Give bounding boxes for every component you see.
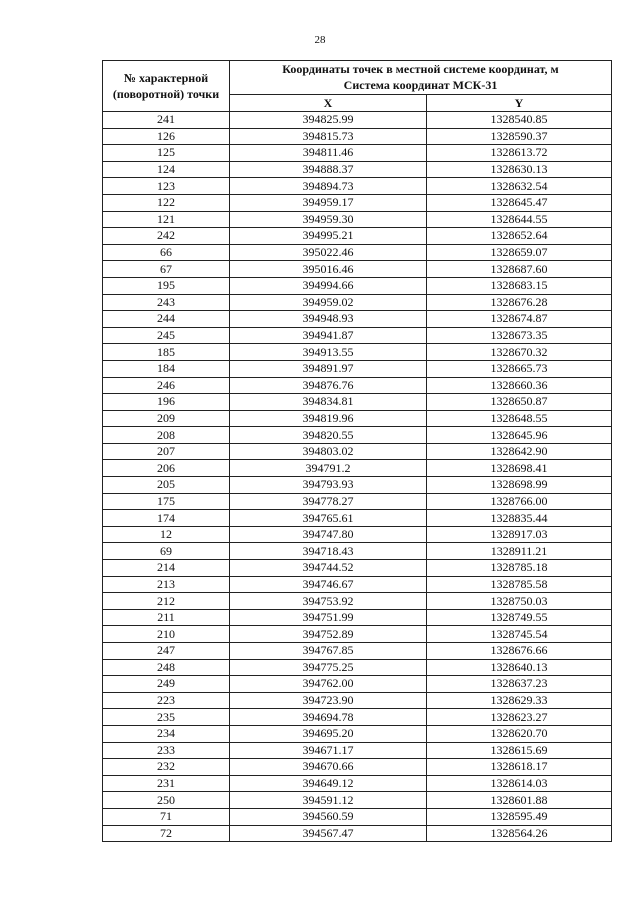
x-coordinate-cell: 394995.21: [230, 228, 427, 245]
y-coordinate-cell: 1328670.32: [427, 344, 612, 361]
table-row: [103, 443, 612, 460]
y-coordinate-cell: 1328618.17: [427, 759, 612, 776]
coordinates-header-line1: Координаты точек в местной системе координат, м: [282, 62, 559, 77]
x-coordinate-cell: 394815.73: [230, 128, 427, 145]
x-coordinate-cell: 394765.61: [230, 510, 427, 527]
y-coordinate-cell: 1328590.37: [427, 128, 612, 145]
y-coordinate-cell: 1328785.18: [427, 560, 612, 577]
point-number-cell: 12: [103, 526, 230, 543]
table-body: [103, 112, 612, 842]
table-row: [103, 294, 612, 311]
y-coordinate-cell: 1328629.33: [427, 692, 612, 709]
y-coordinate-cell: 1328911.21: [427, 543, 612, 560]
table-row: [103, 808, 612, 825]
point-number-cell: 67: [103, 261, 230, 278]
table-row: [103, 560, 612, 577]
point-number-cell: 124: [103, 161, 230, 178]
point-number-cell: 242: [103, 228, 230, 245]
y-coordinate-cell: 1328676.28: [427, 294, 612, 311]
x-coordinate-cell: 394876.76: [230, 377, 427, 394]
y-coordinate-cell: 1328645.47: [427, 194, 612, 211]
table-row: [103, 792, 612, 809]
point-number-cell: 243: [103, 294, 230, 311]
y-coordinate-cell: 1328630.13: [427, 161, 612, 178]
y-coordinate-cell: 1328615.69: [427, 742, 612, 759]
table-row: [103, 360, 612, 377]
x-coordinate-cell: 394670.66: [230, 759, 427, 776]
y-coordinate-cell: 1328676.66: [427, 643, 612, 660]
table-row: [103, 709, 612, 726]
x-coordinate-cell: 394752.89: [230, 626, 427, 643]
point-number-cell: 122: [103, 194, 230, 211]
y-coordinate-cell: 1328665.73: [427, 360, 612, 377]
table-row: [103, 194, 612, 211]
coordinates-header-line2: Система координат МСК-31: [343, 78, 498, 93]
point-number-cell: 66: [103, 244, 230, 261]
y-coordinate-cell: 1328632.54: [427, 178, 612, 195]
point-number-cell: 231: [103, 775, 230, 792]
table-row: [103, 410, 612, 427]
point-number-cell: 196: [103, 394, 230, 411]
table-row: [103, 145, 612, 162]
x-coordinate-cell: 394948.93: [230, 311, 427, 328]
y-column-header: Y: [427, 94, 612, 111]
table-row: [103, 643, 612, 660]
table-row: [103, 344, 612, 361]
point-number-cell: 126: [103, 128, 230, 145]
point-number-cell: 244: [103, 311, 230, 328]
y-coordinate-cell: 1328652.64: [427, 228, 612, 245]
x-coordinate-cell: 394567.47: [230, 825, 427, 842]
point-number-header: № характерной (поворотной) точки: [103, 61, 230, 112]
x-coordinate-cell: 394959.02: [230, 294, 427, 311]
x-coordinate-cell: 394753.92: [230, 593, 427, 610]
point-number-cell: 249: [103, 676, 230, 693]
x-coordinate-cell: 394791.2: [230, 460, 427, 477]
point-number-cell: 206: [103, 460, 230, 477]
point-number-cell: 205: [103, 477, 230, 494]
x-coordinate-cell: 394994.66: [230, 277, 427, 294]
x-coordinate-cell: 394694.78: [230, 709, 427, 726]
y-coordinate-cell: 1328650.87: [427, 394, 612, 411]
table-row: [103, 394, 612, 411]
y-coordinate-cell: 1328648.55: [427, 410, 612, 427]
x-coordinate-cell: 394723.90: [230, 692, 427, 709]
y-coordinate-cell: 1328673.35: [427, 327, 612, 344]
table-row: [103, 161, 612, 178]
x-coordinate-cell: 394649.12: [230, 775, 427, 792]
y-coordinate-cell: 1328613.72: [427, 145, 612, 162]
point-number-cell: 246: [103, 377, 230, 394]
table-row: [103, 659, 612, 676]
x-coordinate-cell: 394913.55: [230, 344, 427, 361]
point-number-cell: 210: [103, 626, 230, 643]
table-row: [103, 676, 612, 693]
table-row: [103, 377, 612, 394]
y-coordinate-cell: 1328745.54: [427, 626, 612, 643]
table-row: [103, 526, 612, 543]
y-coordinate-cell: 1328659.07: [427, 244, 612, 261]
point-number-cell: 235: [103, 709, 230, 726]
x-coordinate-cell: 394825.99: [230, 112, 427, 129]
x-coordinate-cell: 394746.67: [230, 576, 427, 593]
y-coordinate-cell: 1328595.49: [427, 808, 612, 825]
x-coordinate-cell: 394744.52: [230, 560, 427, 577]
point-number-cell: 213: [103, 576, 230, 593]
table-row: [103, 759, 612, 776]
y-coordinate-cell: 1328644.55: [427, 211, 612, 228]
table-row: [103, 128, 612, 145]
x-coordinate-cell: 394888.37: [230, 161, 427, 178]
y-coordinate-cell: 1328637.23: [427, 676, 612, 693]
x-coordinate-cell: 394751.99: [230, 609, 427, 626]
coordinates-table: [102, 60, 612, 842]
table-row: [103, 593, 612, 610]
x-coordinate-cell: 394778.27: [230, 493, 427, 510]
y-coordinate-cell: 1328645.96: [427, 427, 612, 444]
point-number-cell: 175: [103, 493, 230, 510]
x-coordinate-cell: 394820.55: [230, 427, 427, 444]
x-coordinate-cell: 394793.93: [230, 477, 427, 494]
y-coordinate-cell: 1328640.13: [427, 659, 612, 676]
point-number-cell: 247: [103, 643, 230, 660]
table-row: [103, 178, 612, 195]
point-number-cell: 232: [103, 759, 230, 776]
table-row: [103, 477, 612, 494]
point-number-cell: 184: [103, 360, 230, 377]
point-number-cell: 71: [103, 808, 230, 825]
point-number-cell: 212: [103, 593, 230, 610]
x-coordinate-cell: 395016.46: [230, 261, 427, 278]
table-row: [103, 327, 612, 344]
y-coordinate-cell: 1328683.15: [427, 277, 612, 294]
x-coordinate-cell: 394591.12: [230, 792, 427, 809]
x-coordinate-cell: 394811.46: [230, 145, 427, 162]
point-number-cell: 223: [103, 692, 230, 709]
point-number-cell: 72: [103, 825, 230, 842]
table-row: [103, 311, 612, 328]
table-row: [103, 725, 612, 742]
x-coordinate-cell: 394560.59: [230, 808, 427, 825]
y-coordinate-cell: 1328620.70: [427, 725, 612, 742]
point-number-cell: 185: [103, 344, 230, 361]
point-number-cell: 125: [103, 145, 230, 162]
x-coordinate-cell: 394695.20: [230, 725, 427, 742]
x-coordinate-cell: 394718.43: [230, 543, 427, 560]
y-coordinate-cell: 1328642.90: [427, 443, 612, 460]
y-coordinate-cell: 1328614.03: [427, 775, 612, 792]
table-row: [103, 228, 612, 245]
y-coordinate-cell: 1328698.99: [427, 477, 612, 494]
y-coordinate-cell: 1328687.60: [427, 261, 612, 278]
table-row: [103, 211, 612, 228]
point-number-cell: 174: [103, 510, 230, 527]
table-row: [103, 493, 612, 510]
point-number-cell: 245: [103, 327, 230, 344]
point-number-cell: 209: [103, 410, 230, 427]
table-row: [103, 510, 612, 527]
y-coordinate-cell: 1328750.03: [427, 593, 612, 610]
y-coordinate-cell: 1328766.00: [427, 493, 612, 510]
x-coordinate-cell: 395022.46: [230, 244, 427, 261]
x-coordinate-cell: 394834.81: [230, 394, 427, 411]
point-number-cell: 241: [103, 112, 230, 129]
table-row: [103, 244, 612, 261]
table-row: [103, 742, 612, 759]
x-coordinate-cell: 394959.17: [230, 194, 427, 211]
table-row: [103, 261, 612, 278]
y-coordinate-cell: 1328540.85: [427, 112, 612, 129]
y-coordinate-cell: 1328674.87: [427, 311, 612, 328]
point-number-cell: 214: [103, 560, 230, 577]
x-coordinate-cell: 394894.73: [230, 178, 427, 195]
point-number-cell: 123: [103, 178, 230, 195]
point-number-cell: 233: [103, 742, 230, 759]
coordinates-header: [230, 61, 612, 95]
y-coordinate-cell: 1328835.44: [427, 510, 612, 527]
x-coordinate-cell: 394671.17: [230, 742, 427, 759]
x-coordinate-cell: 394819.96: [230, 410, 427, 427]
table-row: [103, 626, 612, 643]
y-coordinate-cell: 1328564.26: [427, 825, 612, 842]
point-number-cell: 121: [103, 211, 230, 228]
x-coordinate-cell: 394959.30: [230, 211, 427, 228]
table-row: [103, 277, 612, 294]
table-row: [103, 692, 612, 709]
table-row: [103, 112, 612, 129]
y-coordinate-cell: 1328917.03: [427, 526, 612, 543]
x-column-header: X: [230, 94, 427, 111]
y-coordinate-cell: 1328601.88: [427, 792, 612, 809]
x-coordinate-cell: 394747.80: [230, 526, 427, 543]
y-coordinate-cell: 1328785.58: [427, 576, 612, 593]
point-number-cell: 211: [103, 609, 230, 626]
point-number-cell: 250: [103, 792, 230, 809]
y-coordinate-cell: 1328660.36: [427, 377, 612, 394]
x-coordinate-cell: 394941.87: [230, 327, 427, 344]
y-coordinate-cell: 1328623.27: [427, 709, 612, 726]
table-row: [103, 543, 612, 560]
point-number-cell: 208: [103, 427, 230, 444]
x-coordinate-cell: 394803.02: [230, 443, 427, 460]
point-number-cell: 248: [103, 659, 230, 676]
point-number-cell: 69: [103, 543, 230, 560]
point-number-cell: 195: [103, 277, 230, 294]
page-number: 28: [314, 34, 326, 46]
x-coordinate-cell: 394775.25: [230, 659, 427, 676]
table-row: [103, 427, 612, 444]
point-number-cell: 234: [103, 725, 230, 742]
table-row: [103, 576, 612, 593]
table-row: [103, 825, 612, 842]
x-coordinate-cell: 394891.97: [230, 360, 427, 377]
point-number-cell: 207: [103, 443, 230, 460]
y-coordinate-cell: 1328749.55: [427, 609, 612, 626]
x-coordinate-cell: 394762.00: [230, 676, 427, 693]
x-coordinate-cell: 394767.85: [230, 643, 427, 660]
table-row: [103, 460, 612, 477]
table-row: [103, 609, 612, 626]
table-row: [103, 775, 612, 792]
y-coordinate-cell: 1328698.41: [427, 460, 612, 477]
